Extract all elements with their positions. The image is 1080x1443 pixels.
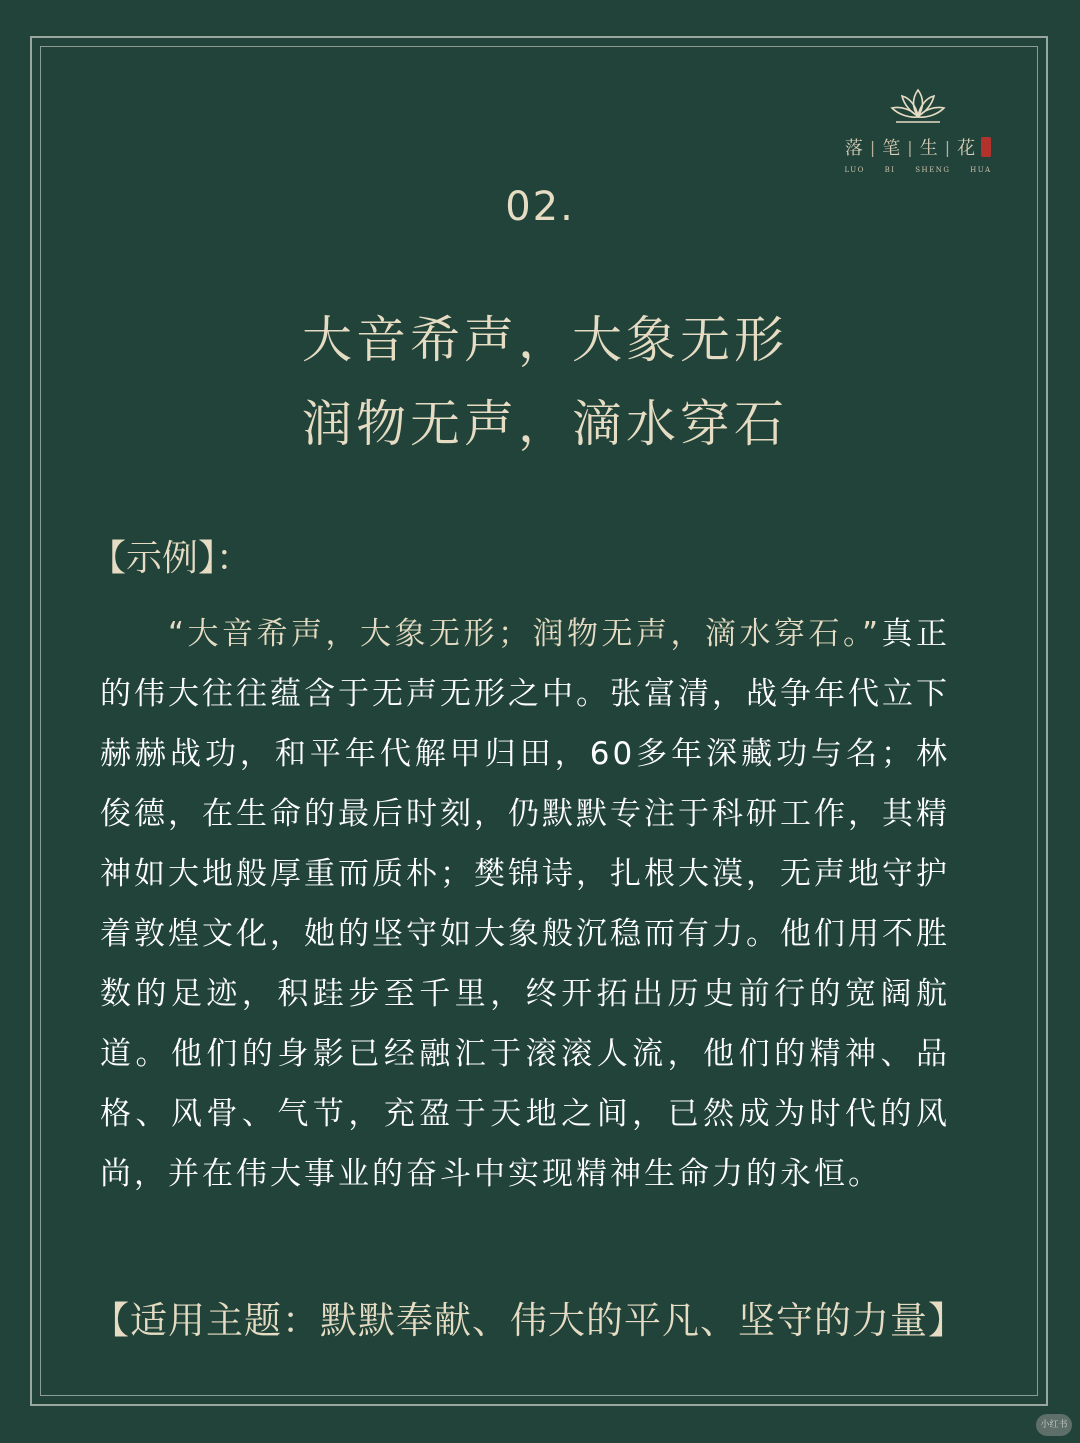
theme-line: 【适用主题：默默奉献、伟大的平凡、坚守的力量】 xyxy=(92,1299,966,1342)
example-label: 【示例】： xyxy=(90,538,253,579)
logo-pinyin: LUO BI SHENG HUA xyxy=(844,166,992,174)
brand-logo: 落 | 笔 | 生 | 花 LUO BI SHENG HUA xyxy=(838,86,998,186)
seal-stamp xyxy=(981,137,991,157)
example-paragraph xyxy=(100,604,950,1204)
headline-line-2: 润物无声，滴水穿石 xyxy=(302,395,788,453)
section-number: 02. xyxy=(505,184,575,230)
opening-quote: “大音希声，大象无形；润物无声，滴水穿石。” xyxy=(168,616,882,652)
logo-char-1: 落 xyxy=(844,138,865,159)
headline-line-1: 大音希声，大象无形 xyxy=(302,311,788,369)
lotus-icon xyxy=(886,86,950,126)
paragraph-text: 真正的伟大往往蕴含于无声无形之中。张富清，战争年代立下赫赫战功，和平年代解甲归田，60多年深藏功与名；林俊德，在生命的最后时刻，仍默默专注于科研工作，其精神如大地般厚重而质朴；樊锦诗，扎根大漠，无声地守护着敦煌文化，她的坚守如大象般沉稳而有力。他们用不胜数的足迹，积跬步至千里，终开拓出历史前行的宽阔航道。他们的身影已经融汇于滚滚人流，他们的精神、品格、风骨、气节，充盈于天地之间，已然成为时代的风尚，并在伟大事业的奋斗中实现精神生命力的永恒。 xyxy=(100,616,951,1192)
logo-char-2: 笔 xyxy=(882,138,903,159)
logo-char-4: 花 xyxy=(957,138,978,159)
logo-char-3: 生 xyxy=(919,138,940,159)
watermark-badge: 小红书 xyxy=(1036,1414,1072,1436)
